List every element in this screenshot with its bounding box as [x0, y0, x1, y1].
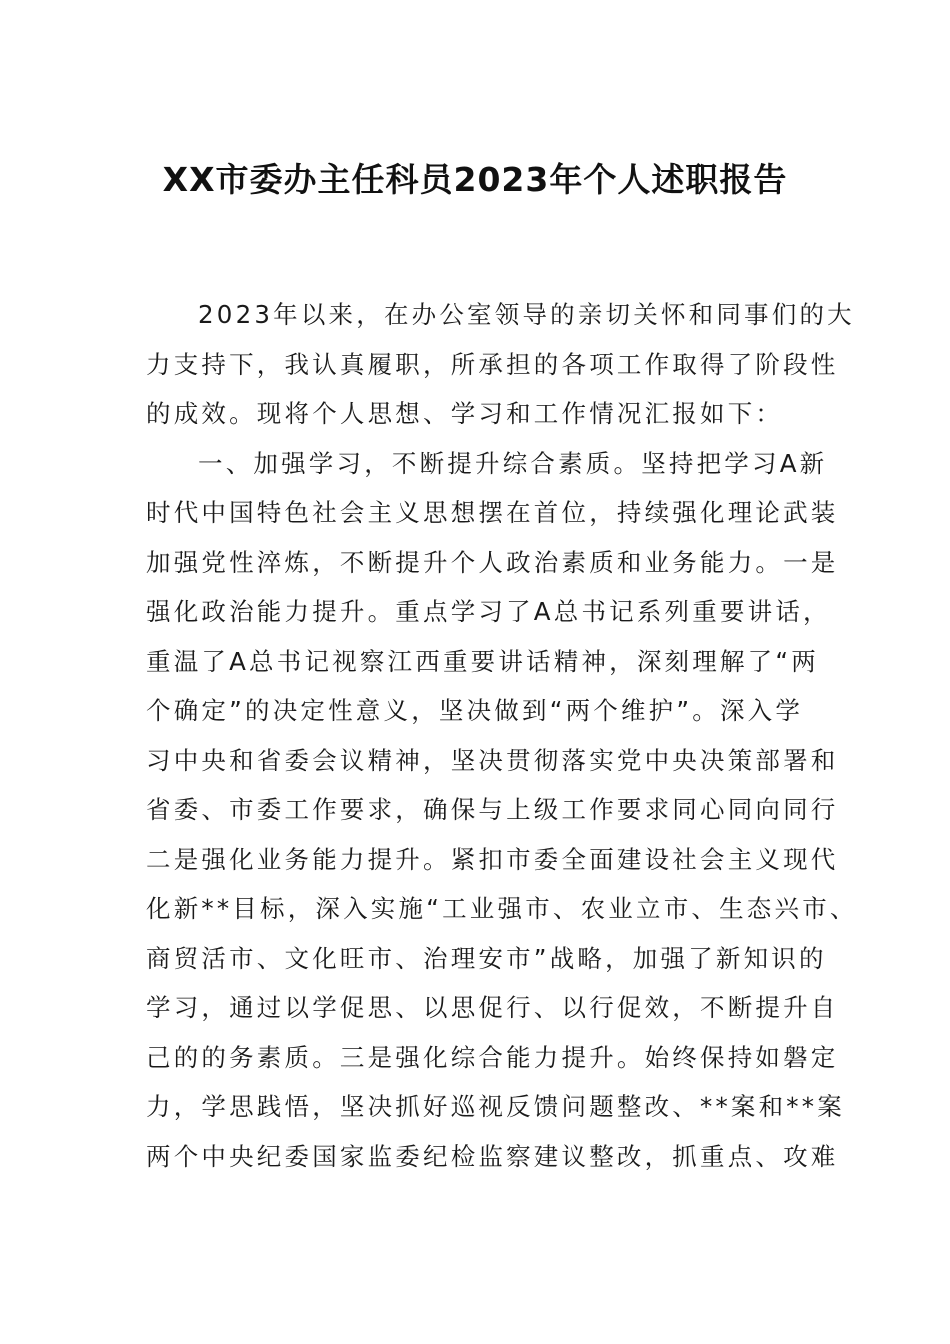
- paragraph-line: 时代中国特色社会主义思想摆在首位，持续强化理论武装: [146, 498, 839, 527]
- paragraph-line: 两个中央纪委国家监委纪检监察建议整改，抓重点、攻难: [146, 1141, 839, 1171]
- paragraph-line: 化新**目标，深入实施“工业强市、农业立市、生态兴市、: [146, 894, 858, 923]
- paragraph-line: 学习，通过以学促思、以思促行、以行促效，不断提升自: [146, 993, 839, 1022]
- paragraph-line: 强化政治能力提升。重点学习了A总书记系列重要讲话，: [146, 597, 831, 626]
- document-title: XX市委办主任科员2023年个人述职报告: [162, 160, 788, 199]
- paragraph-line: 一、加强学习，不断提升综合素质。坚持把学习A新: [198, 448, 828, 478]
- paragraph-line: 己的的务素质。三是强化综合能力提升。始终保持如磐定: [146, 1042, 839, 1072]
- paragraph-line: 二是强化业务能力提升。紧扣市委全面建设社会主义现代: [146, 844, 839, 874]
- paragraph-line: 的成效。现将个人思想、学习和工作情况汇报如下：: [146, 399, 784, 428]
- paragraph-line: 个确定”的决定性意义，坚决做到“两个维护”。深入学: [146, 696, 804, 725]
- paragraph-line: 重温了A总书记视察江西重要讲话精神，深刻理解了“两: [146, 646, 819, 676]
- document-body: [146, 290, 858, 1181]
- paragraph-line: 习中央和省委会议精神，坚决贯彻落实党中央决策部署和: [146, 745, 839, 775]
- paragraph-line: 力，学思践悟，坚决抓好巡视反馈问题整改、**案和**案: [146, 1092, 845, 1121]
- paragraph-line: 商贸活市、文化旺市、治理安市”战略，加强了新知识的: [146, 943, 827, 973]
- paragraph-line: 省委、市委工作要求，确保与上级工作要求同心同向同行: [146, 795, 839, 824]
- paragraph-line: 2023年以来，在办公室领导的亲切关怀和同事们的大: [198, 300, 855, 329]
- paragraph-line: 力支持下，我认真履职，所承担的各项工作取得了阶段性: [146, 349, 839, 379]
- paragraph-line: 加强党性淬炼，不断提升个人政治素质和业务能力。一是: [146, 547, 839, 577]
